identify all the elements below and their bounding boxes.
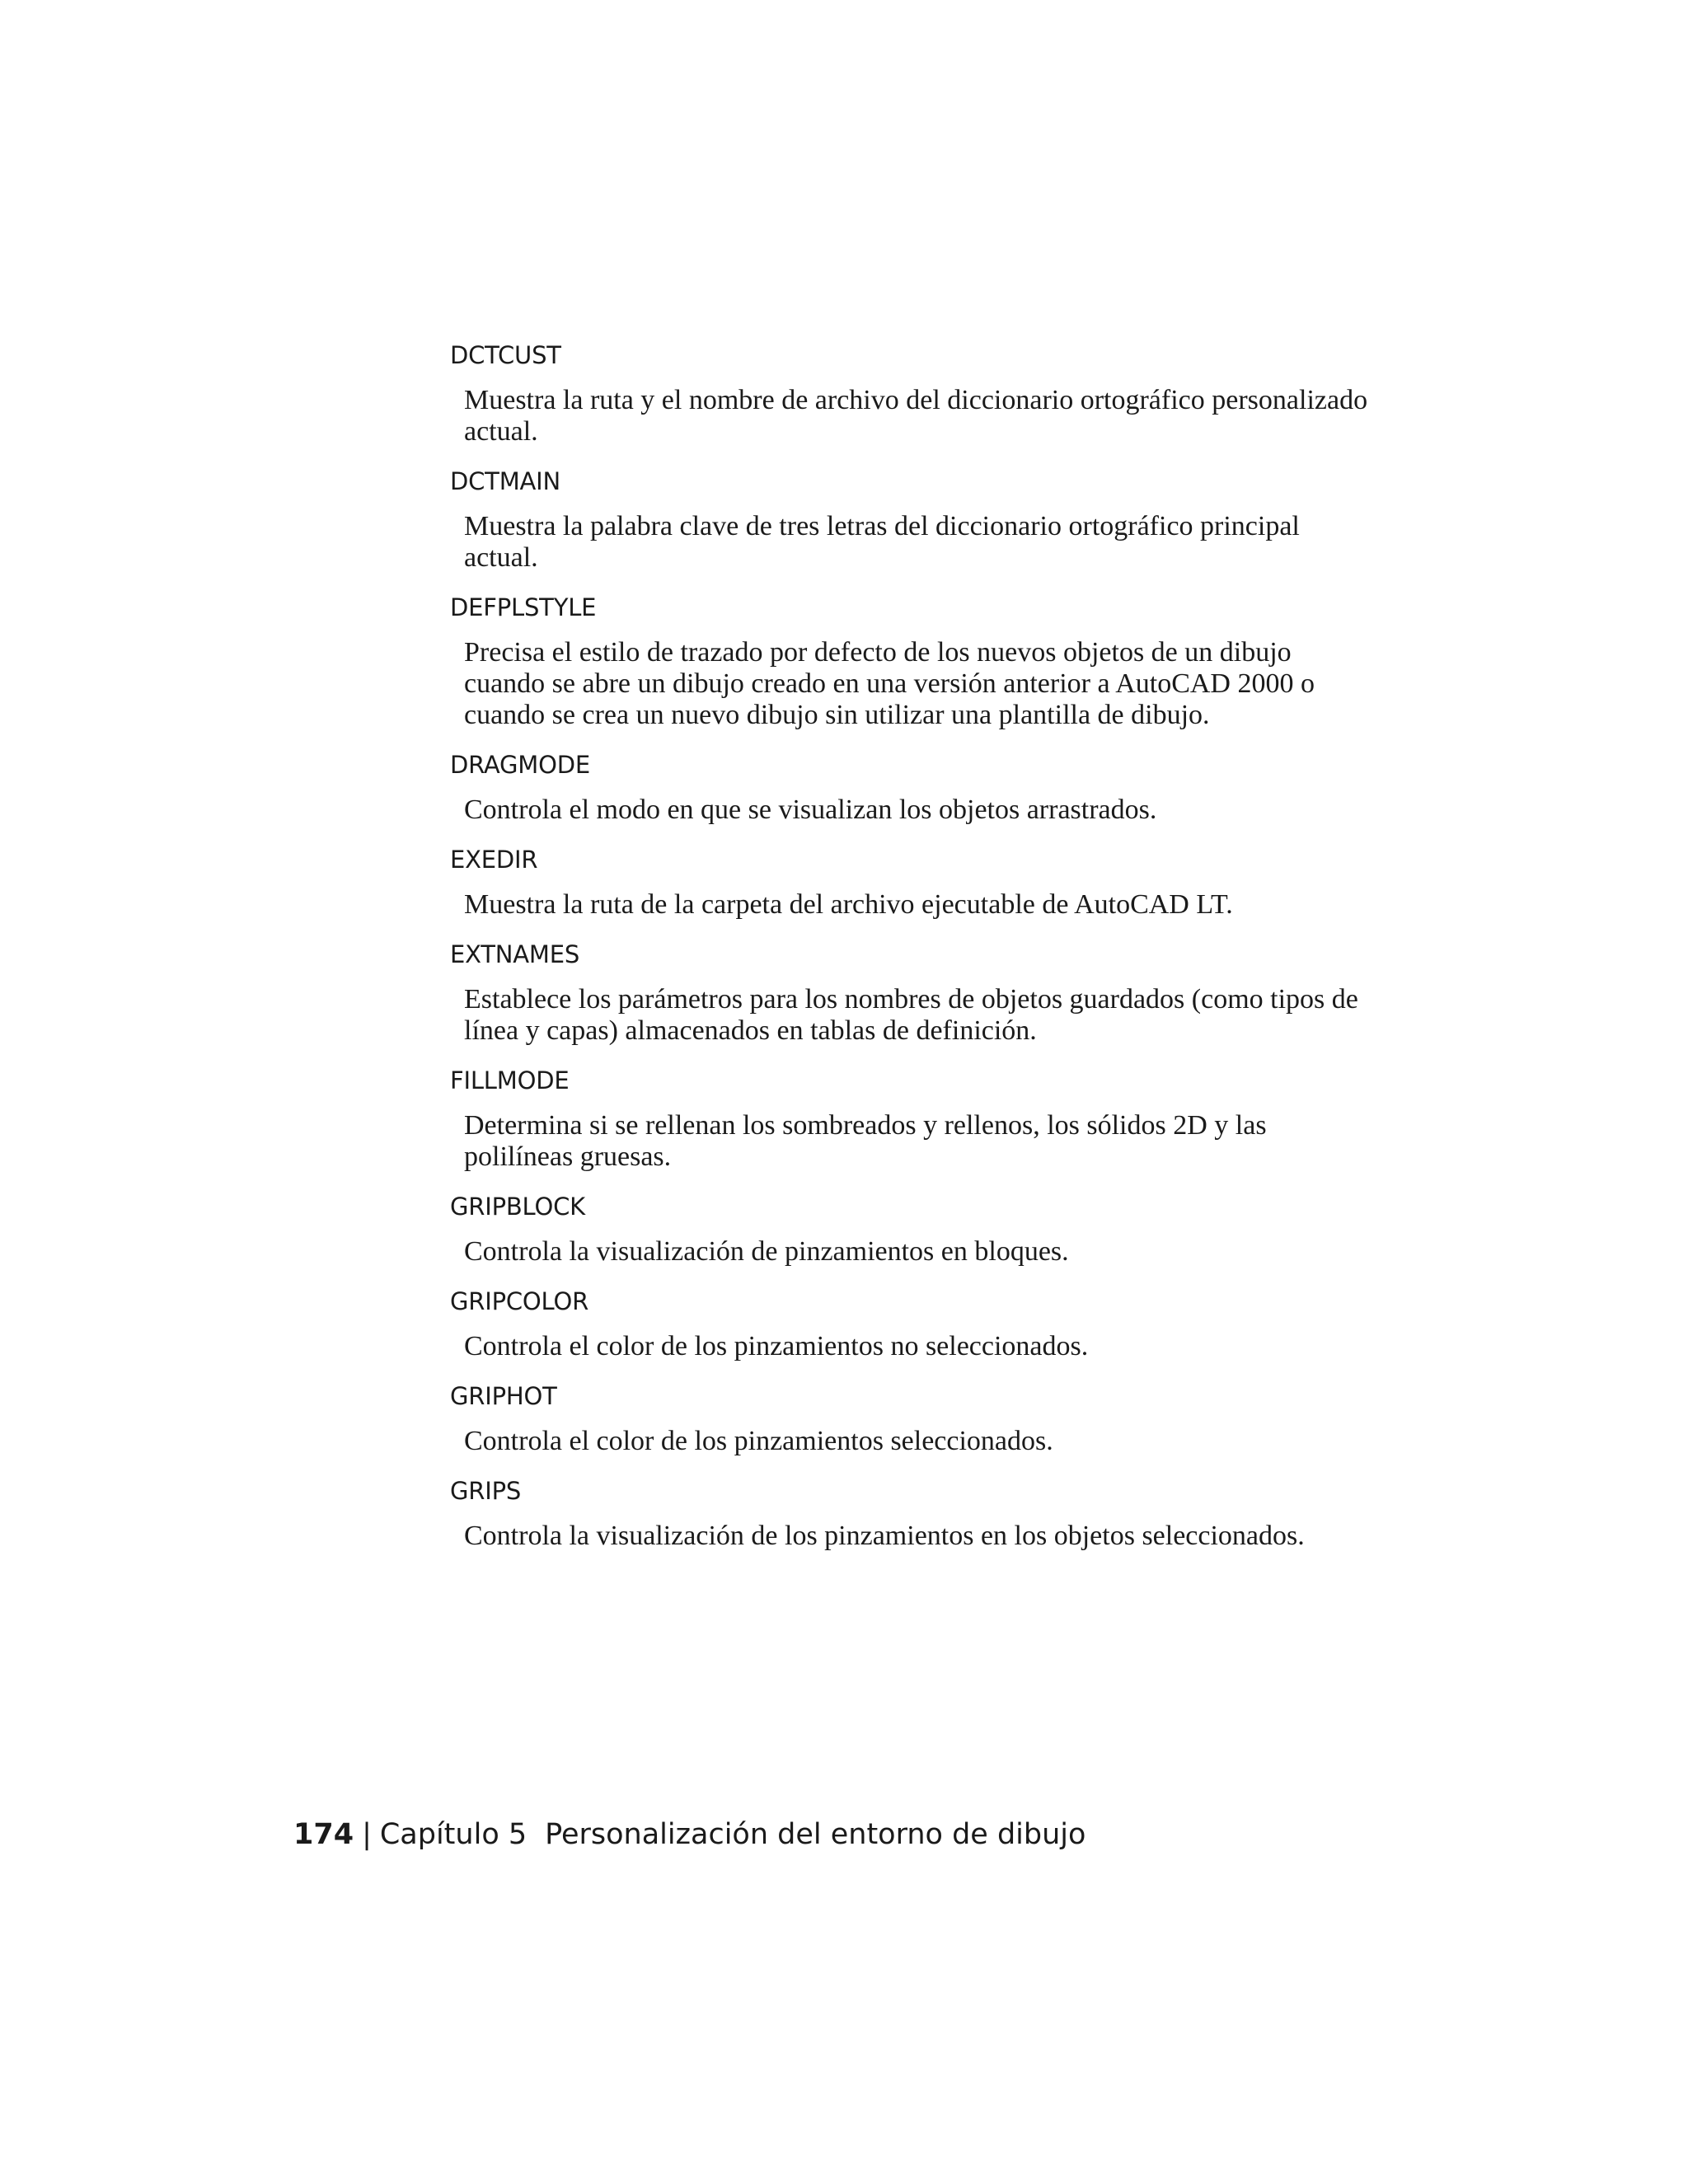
term-label: GRIPCOLOR [450, 1287, 589, 1315]
entry-grips [450, 1475, 1373, 1552]
term-description: Muestra la ruta de la carpeta del archivo ejecutable de AutoCAD LT. [464, 889, 1233, 920]
term-label: EXTNAMES [450, 940, 580, 968]
entry-gripcolor [450, 1286, 1373, 1362]
term-description: Precisa el estilo de trazado por defecto de los nuevos objetos de un dibujo cuando se abre un dibujo creado en una versión anterior a AutoCAD 2000 o cuando se crea un nuevo dibujo sin utilizar una plantilla de dibujo. [464, 637, 1315, 730]
term-description: Controla el color de los pinzamientos seleccionados. [464, 1426, 1053, 1456]
term-label: DRAGMODE [450, 751, 591, 779]
entry-fillmode [450, 1065, 1373, 1173]
term-description: Establece los parámetros para los nombres de objetos guardados (como tipos de línea y capas) almacenados en tablas de definición. [464, 984, 1358, 1046]
entry-gripblock [450, 1191, 1373, 1268]
term-label: FILLMODE [450, 1066, 570, 1094]
chapter-label: Capítulo 5 [379, 1818, 528, 1851]
entry-defplstyle [450, 592, 1373, 731]
term-label: DCTMAIN [450, 467, 560, 495]
entry-dctcust [450, 340, 1373, 448]
term-description: Controla la visualización de los pinzamientos en los objetos seleccionados. [464, 1521, 1305, 1551]
page-footer [293, 1818, 1085, 1851]
term-description: Muestra la ruta y el nombre de archivo del diccionario ortográfico personalizado actual. [464, 385, 1368, 447]
term-label: GRIPBLOCK [450, 1193, 585, 1221]
term-description: Controla el modo en que se visualizan los objetos arrastrados. [464, 794, 1157, 825]
term-label: GRIPHOT [450, 1382, 557, 1410]
entry-dragmode [450, 749, 1373, 826]
term-description: Determina si se rellenan los sombreados y rellenos, los sólidos 2D y las polilíneas gruesas. [464, 1110, 1267, 1172]
term-label: DEFPLSTYLE [450, 593, 597, 621]
entry-exedir [450, 844, 1373, 921]
variable-list [450, 340, 1373, 1570]
entry-extnames [450, 939, 1373, 1047]
chapter-title: Personalización del entorno de dibujo [545, 1818, 1086, 1851]
term-label: GRIPS [450, 1477, 522, 1505]
term-description: Controla la visualización de pinzamientos en bloques. [464, 1236, 1069, 1267]
footer-separator: | [362, 1818, 372, 1851]
entry-dctmain [450, 466, 1373, 574]
term-description: Controla el color de los pinzamientos no seleccionados. [464, 1331, 1089, 1361]
term-label: EXEDIR [450, 846, 538, 874]
page-number: 174 [293, 1818, 354, 1851]
term-description: Muestra la palabra clave de tres letras del diccionario ortográfico principal actual. [464, 511, 1300, 573]
entry-griphot [450, 1380, 1373, 1457]
term-label: DCTCUST [450, 341, 561, 369]
